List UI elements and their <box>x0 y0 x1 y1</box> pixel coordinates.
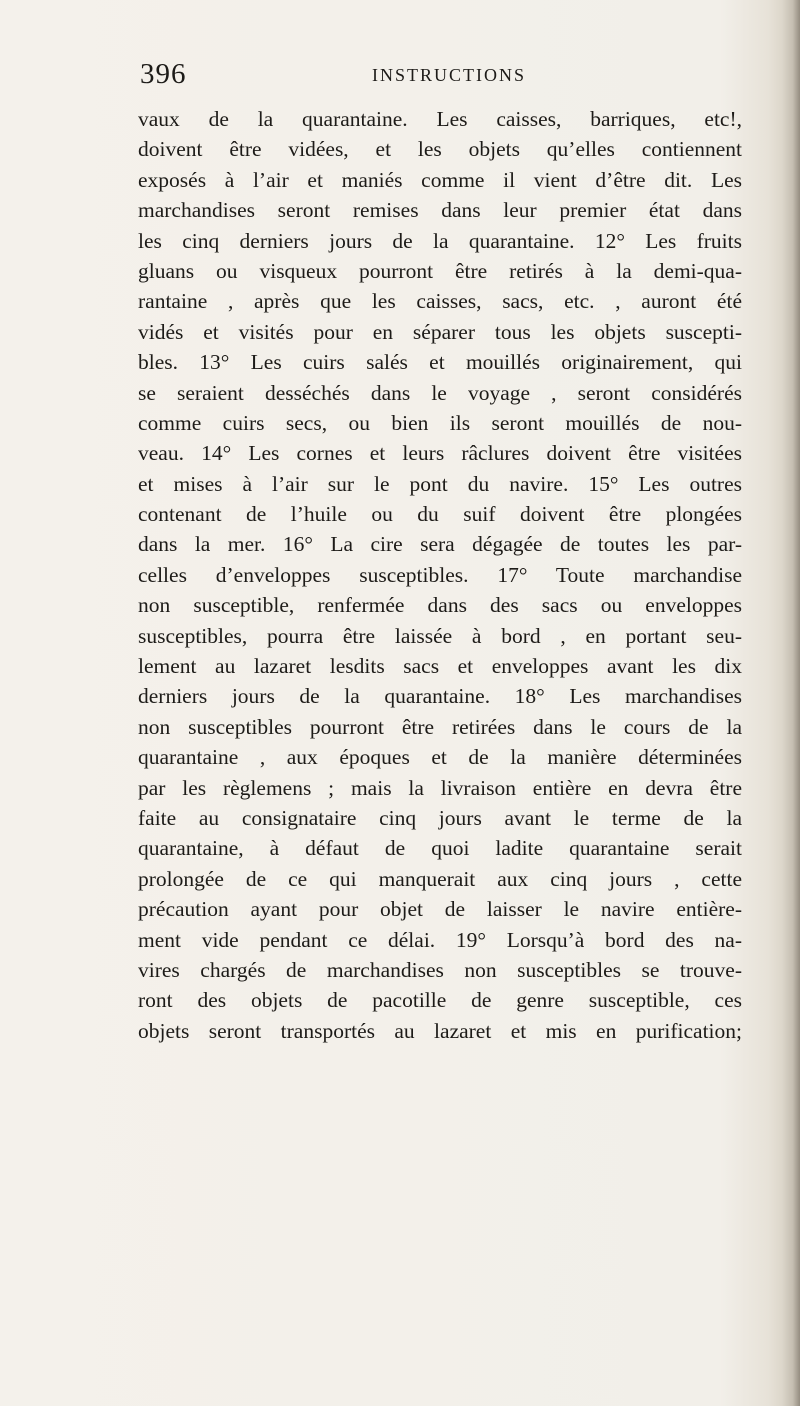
text-line: doivent être vidées, et les objets qu’elles contiennent <box>138 137 742 162</box>
text-line: vidés et visités pour en séparer tous les objets suscepti- <box>138 319 742 344</box>
text-line: dans la mer. 16° La cire sera dégagée de toutes les par- <box>138 532 742 557</box>
text-line: ment vide pendant ce délai. 19° Lorsqu’à bord des na- <box>138 927 742 952</box>
text-line: non susceptibles pourront être retirées dans le cours de la <box>138 714 742 739</box>
text-line: ront des objets de pacotille de genre susceptible, ces <box>138 988 742 1013</box>
text-line: contenant de l’huile ou du suif doivent être plongées <box>138 502 742 527</box>
text-line: et mises à l’air sur le pont du navire. 15° Les outres <box>138 471 742 496</box>
text-line: vaux de la quarantaine. Les caisses, barriques, etc!, <box>138 107 742 131</box>
text-line: se seraient desséchés dans le voyage , seront considérés <box>138 380 742 405</box>
text-line: exposés à l’air et maniés comme il vient d’être dit. Les <box>138 167 742 192</box>
text-line: quarantaine , aux époques et de la manière déterminées <box>138 745 742 770</box>
running-head <box>140 58 740 98</box>
running-title: INSTRUCTIONS <box>372 65 527 85</box>
body-text <box>138 104 742 1046</box>
page-edge-shadow <box>782 0 800 1406</box>
text-line: derniers jours de la quarantaine. 18° Les marchandises <box>138 684 742 709</box>
text-line: bles. 13° Les cuirs salés et mouillés originairement, qui <box>138 350 742 375</box>
page-number: 396 <box>140 58 187 90</box>
text-line: précaution ayant pour objet de laisser le navire entière- <box>138 897 742 922</box>
text-line: par les règlemens ; mais la livraison entière en devra être <box>138 775 742 800</box>
text-line: comme cuirs secs, ou bien ils seront mouillés de nou- <box>138 410 742 435</box>
text-line: gluans ou visqueux pourront être retirés à la demi-qua- <box>138 258 742 283</box>
text-line: celles d’enveloppes susceptibles. 17° Toute marchandise <box>138 562 742 587</box>
text-line: vires chargés de marchandises non susceptibles se trouve- <box>138 957 742 982</box>
text-line: non susceptible, renfermée dans des sacs ou enveloppes <box>138 593 742 618</box>
text-line: quarantaine, à défaut de quoi ladite quarantaine serait <box>138 836 742 861</box>
text-line: rantaine , après que les caisses, sacs, etc. , auront été <box>138 289 742 314</box>
text-line: prolongée de ce qui manquerait aux cinq jours , cette <box>138 866 742 891</box>
text-line: lement au lazaret lesdits sacs et enveloppes avant les dix <box>138 654 742 679</box>
text-line: faite au consignataire cinq jours avant le terme de la <box>138 805 742 830</box>
text-line: susceptibles, pourra être laissée à bord , en portant seu- <box>138 623 742 648</box>
text-line: marchandises seront remises dans leur premier état dans <box>138 198 742 223</box>
text-line: les cinq derniers jours de la quarantaine. 12° Les fruits <box>138 228 742 253</box>
text-line: veau. 14° Les cornes et leurs râclures doivent être visitées <box>138 441 742 466</box>
text-line: objets seront transportés au lazaret et mis en purification; <box>138 1018 742 1043</box>
